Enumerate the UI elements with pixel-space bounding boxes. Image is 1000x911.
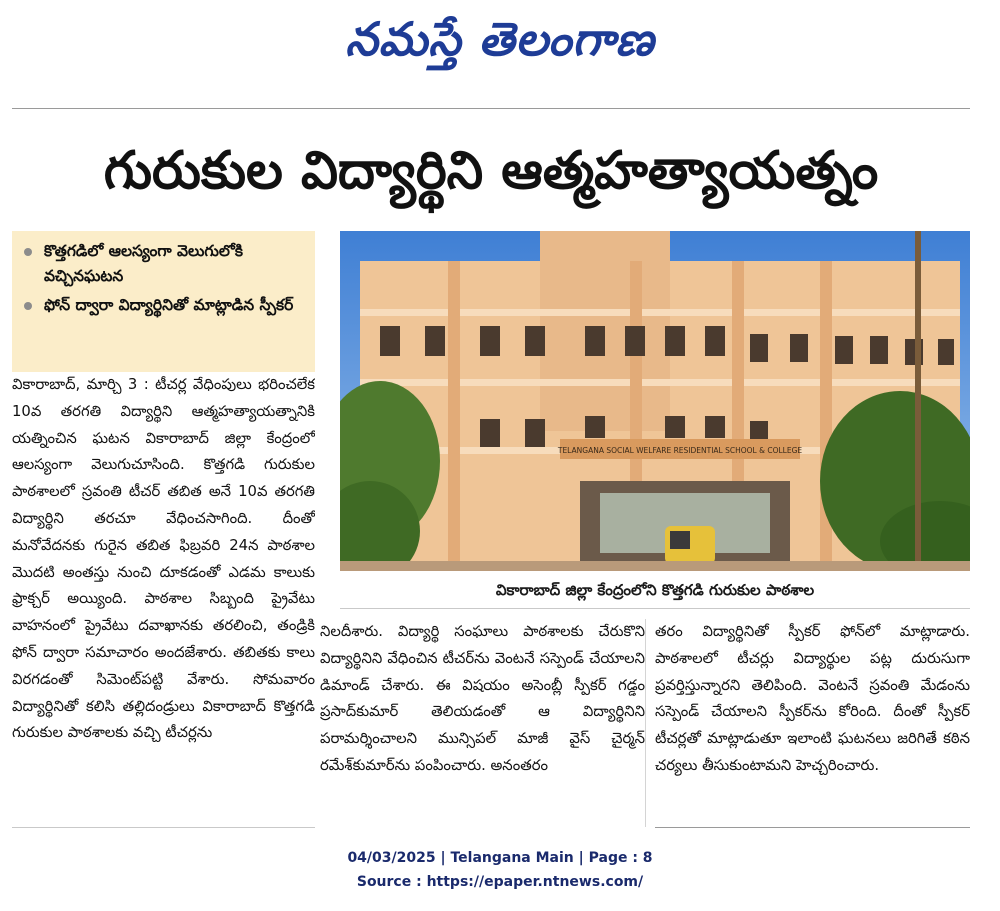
column-divider xyxy=(645,619,646,827)
masthead-logo: నమస్తే తెలంగాణ xyxy=(345,12,655,66)
masthead-divider xyxy=(12,108,970,109)
highlights-box xyxy=(12,231,315,372)
article-column-1 xyxy=(12,372,315,828)
bullet-icon xyxy=(24,302,32,310)
bullet-icon xyxy=(24,248,32,256)
article-paragraph: తరం విద్యార్థినితో స్పీకర్ ఫోన్‌లో మాట్లాడారు. పాఠశాలలో టీచర్లు విద్యార్థుల పట్ల దురుసుగా ప్రవర్తిస్తున్నారని తెలిపింది. వెంటనే స్రవంతి మేడంను సస్పెండ్ చేయాలని స్పీకర్‌ను కోరింది. దీంతో స్పీకర్ టీచర్లతో మాట్లాడుతూ ఇలాంటి ఘటనలు జరిగితే కఠిన చర్యలు తీసుకుంటామని హెచ్చరించారు. xyxy=(655,623,970,774)
signboard-text: TELANGANA SOCIAL WELFARE RESIDENTIAL SCHOOL & COLLEGE xyxy=(557,446,803,455)
photo-caption: వికారాబాద్ జిల్లా కేంద్రంలోని కొత్తగడి గురుకుల పాఠశాల xyxy=(340,572,970,609)
article-paragraph: వికారాబాద్, మార్చి 3 : టీచర్ల వేధింపులు భరించలేక 10వ తరగతి విద్యార్థిని ఆత్మహత్యాయత్నానికి యత్నించిన ఘటన వికారాబాద్ జిల్లా కేంద్రంలో ఆలస్యంగా వెలుగుచూసింది. కొత్తగడి గురుకుల పాఠశాలలో స్రవంతి టీచర్ తబిత అనే 10వ తరగతి విద్యార్థిని తరచూ వేధించసాగింది. దీంతో మనోవేదనకు గురైన తబిత ఫిబ్రవరి 24న పాఠశాల మొదటి అంతస్తు నుంచి దూకడంతో ఎడమ కాలుకు ఫ్రాక్చర్ అయ్యింది. పాఠశాల సిబ్బంది ప్రైవేటు వాహనంలో ప్రైవేటు దవాఖానకు తరలించి, తండ్రికి ఫోన్ ద్వారా సమాచారం అందజేశారు. తబితకు కాలు విరగడంతో సిమెంట్‌పట్టి వేశారు. సోమవారం విద్యార్థినితో కలిసి తల్లిదండ్రులు వికారాబాద్ కొత్తగడి గురుకుల పాఠశాలకు వచ్చి టీచర్లను xyxy=(12,376,315,742)
article-column-2 xyxy=(320,619,645,827)
article-column-3 xyxy=(655,619,970,827)
bottom-rule xyxy=(655,827,970,828)
article-paragraph: నిలదీశారు. విద్యార్థి సంఘాలు పాఠశాలకు చేరుకొని విద్యార్థినిని వేధించిన టీచర్‌ను వెంటనే సస్పెండ్ చేయాలని డిమాండ్ చేశారు. ఈ విషయం అసెంబ్లీ స్పీకర్ గడ్డం ప్రసాద్‌కుమార్ తెలియడంతో ఆ విద్యార్థినిని పరామర్శించాలని మున్సిపల్ మాజీ వైస్ చైర్మన్ రమేశ్‌కుమార్‌ను పంపించారు. అనంతరం xyxy=(320,623,645,774)
highlight-item xyxy=(22,293,307,318)
highlight-text: ఫోన్ ద్వారా విద్యార్థినితో మాట్లాడిన స్పీకర్ xyxy=(44,296,294,314)
footer-date-edition: 04/03/2025 | Telangana Main | Page : 8 xyxy=(347,850,653,866)
footer-source: Source : https://epaper.ntnews.com/ xyxy=(356,874,644,890)
highlight-item xyxy=(22,239,307,289)
highlight-text: కొత్తగడిలో ఆలస్యంగా వెలుగులోకి వచ్చినఘటన xyxy=(44,242,243,285)
headline: గురుకుల విద్యార్థిని ఆత్మహత్యాయత్నం xyxy=(103,141,879,201)
school-photo xyxy=(340,231,970,571)
